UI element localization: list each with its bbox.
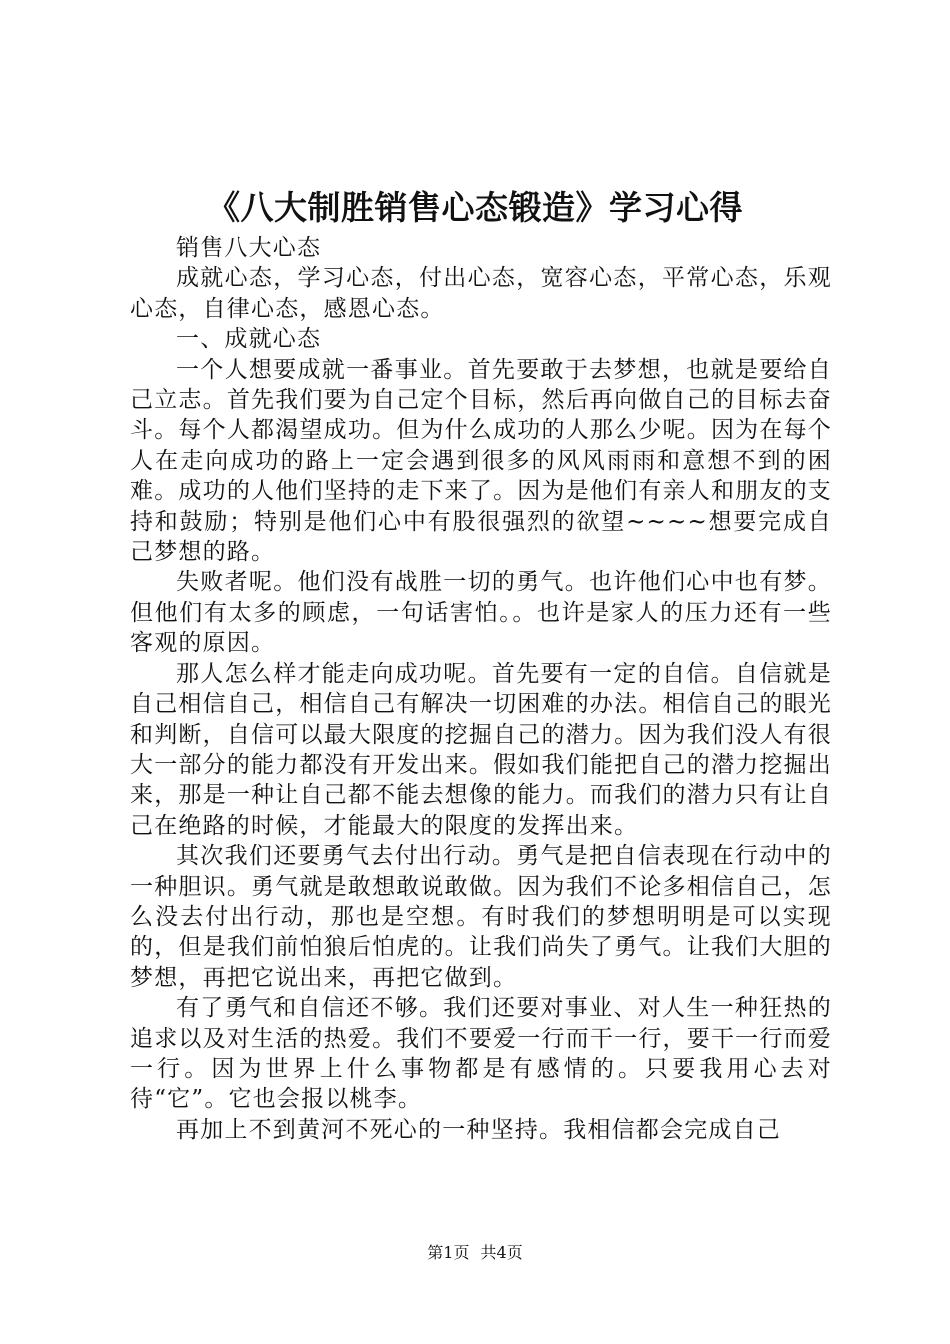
paragraph: 失败者呢。他们没有战胜一切的勇气。也许他们心中也有梦。但他们有太多的顾虑，一句话害怕。。也许是家人的压力还有一些客观的原因。 xyxy=(130,569,832,657)
page-number: 第1页 xyxy=(427,1243,470,1262)
page-footer xyxy=(0,1242,950,1264)
paragraph: 有了勇气和自信还不够。我们还要对事业、对人生一种狂热的追求以及对生活的热爱。我们不要爱一行而干一行，要干一行而爱一行。因为世界上什么事物都是有感情的。只要我用心去对待“它”。它也会报以桃李。 xyxy=(130,995,832,1113)
paragraph: 成就心态，学习心态，付出心态，宽容心态，平常心态，乐观心态，自律心态，感恩心态。 xyxy=(130,265,832,322)
page-total: 共4页 xyxy=(480,1243,523,1262)
section-heading: 一、成就心态 xyxy=(176,326,322,353)
paragraph: 那人怎么样才能走向成功呢。首先要有一定的自信。自信就是自己相信自己，相信自己有解决一切困难的办法。相信自己的眼光和判断，自信可以最大限度的挖掘自己的潜力。因为我们没人有很大一部分的能力都没有开发出来。假如我们能把自己的潜力挖掘出来，那是一种让自己都不能去想像的能力。而我们的潜力只有让自己在绝路的时候，才能最大的限度的发挥出来。 xyxy=(130,660,832,839)
paragraph: 再加上不到黄河不死心的一种坚持。我相信都会完成自己 xyxy=(176,1116,781,1143)
document-body xyxy=(130,233,832,1145)
section-heading: 销售八大心态 xyxy=(176,235,322,261)
paragraph: 一个人想要成就一番事业。首先要敢于去梦想，也就是要给自己立志。首先我们要为自己定个目标，然后再向做自己的目标去奋斗。每个人都渴望成功。但为什么成功的人那么少呢。因为在每个人在走向成功的路上一定会遇到很多的风风雨雨和意想不到的困难。成功的人他们坚持的走下来了。因为是他们有亲人和朋友的支持和鼓励；特别是他们心中有股很强烈的欲望~~~~想要完成自己梦想的路。 xyxy=(130,356,832,566)
paragraph: 其次我们还要勇气去付出行动。勇气是把自信表现在行动中的一种胆识。勇气就是敢想敢说敢做。因为我们不论多相信自己，怎么没去付出行动，那也是空想。有时我们的梦想明明是可以实现的，但是我们前怕狼后怕虎的。让我们尚失了勇气。让我们大胆的梦想，再把它说出来，再把它做到。 xyxy=(130,843,832,991)
document-title: 《八大制胜销售心态锻造》学习心得 xyxy=(207,188,743,227)
